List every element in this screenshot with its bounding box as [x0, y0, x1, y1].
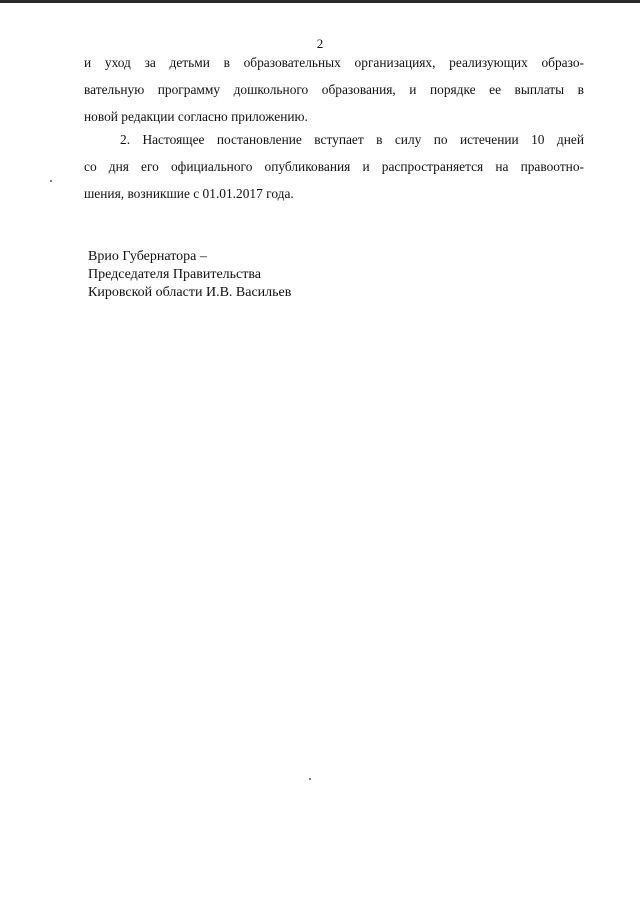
- page-top-edge: [0, 0, 640, 3]
- signature-position: Председателя Правительства: [88, 267, 262, 282]
- paragraph-2-line-1: 2. Настоящее постановление вступает в силу по истечении 10 дней: [120, 132, 584, 147]
- signature-name: Кировской области И.В. Васильев: [88, 285, 292, 300]
- paragraph-1-line-2: вательную программу дошкольного образования, и порядке ее выплаты в: [84, 82, 584, 97]
- scan-speck: [309, 778, 311, 780]
- paragraph-2-line-2: со дня его официального опубликования и распространяется на правоотно-: [84, 159, 584, 174]
- paragraph-1-line-3: новой редакции согласно приложению.: [84, 109, 308, 124]
- page-number: 2: [316, 36, 324, 51]
- scan-speck: [50, 180, 52, 182]
- paragraph-2-line-3: шения, возникшие с 01.01.2017 года.: [84, 186, 294, 201]
- paragraph-1-line-1: и уход за детьми в образовательных организациях, реализующих образо-: [84, 55, 584, 70]
- signature-title: Врио Губернатора –: [88, 249, 207, 264]
